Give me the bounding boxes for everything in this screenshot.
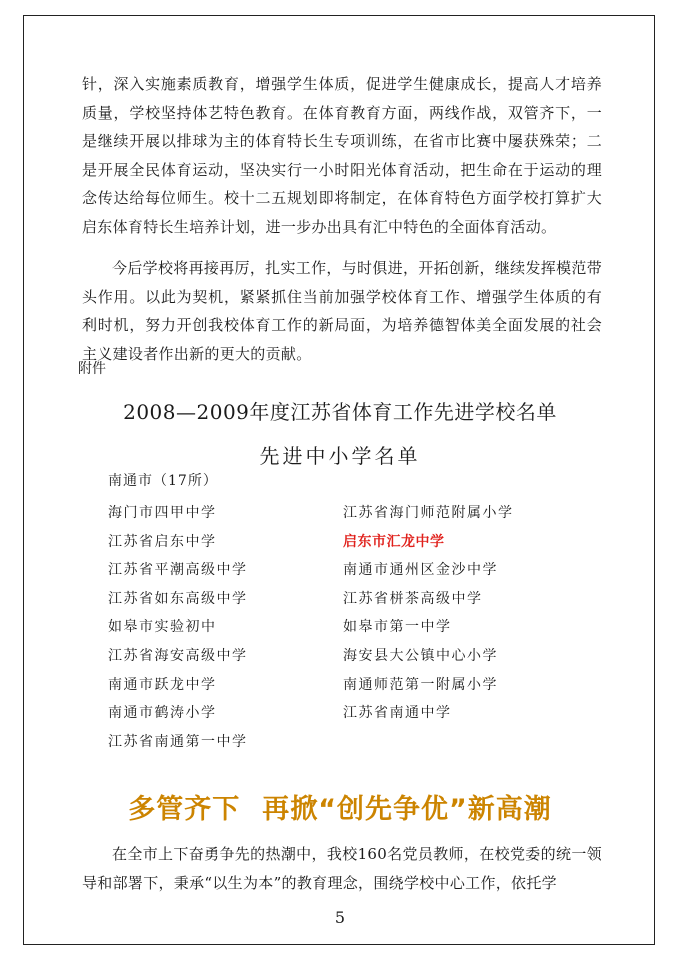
attachment-label: 附件 [78,361,106,377]
page-number: 5 [334,908,346,927]
school-item: 南通市通州区金沙中学 [343,562,498,579]
school-item: 海门市四甲中学 [108,505,217,521]
school-list-left [108,499,248,756]
school-item: 江苏省海门师范附属小学 [343,505,514,521]
school-item: 江苏省栟茶高级中学 [343,590,483,607]
school-item: 南通市鹤涛小学 [108,705,217,722]
school-item: 江苏省如东高级中学 [108,590,248,607]
list-title: 2008—2009年度江苏省体育工作先进学校名单 [123,400,557,424]
school-item: 江苏省平潮高级中学 [108,562,248,579]
city-label: 南通市（17所） [108,473,218,489]
body-paragraph-3: 在全市上下奋勇争先的热潮中，我校160名党员教师，在校党委的统一领导和部署下，秉承“以生为本”的教育理念，围绕学校中心工作，依托学 [82,845,602,892]
school-item: 江苏省南通中学 [343,705,452,722]
school-item: 如皋市第一中学 [343,619,452,636]
headline-part-1: 多管齐下 [128,794,241,825]
body-paragraph-2: 今后学校将再接再厉，扎实工作，与时俱进，开拓创新，继续发挥模范带头作用。以此为契机，紧紧抓住当前加强学校体育工作、增强学生体质的有利时机，努力开创我校体育工作的新局面，为培养德智体美全面发展的社会主义建设者作出新的更大的贡献。 [82,259,602,363]
school-item: 南通市跃龙中学 [108,676,217,693]
school-item: 江苏省启东中学 [108,533,217,550]
school-item: 江苏省海安高级中学 [108,647,248,664]
list-subtitle: 先进中小学名单 [259,444,421,468]
school-list-right [343,499,514,728]
school-item: 江苏省南通第一中学 [108,733,248,750]
section-headline [0,787,680,826]
school-item: 如皋市实验初中 [108,619,217,636]
school-item: 南通师范第一附属小学 [343,676,498,693]
school-item-highlighted: 启东市汇龙中学 [343,533,445,550]
headline-part-2: 再掀“创先争优”新高潮 [262,794,552,825]
body-paragraph-1: 针，深入实施素质教育，增强学生体质，促进学生健康成长，提高人才培养质量，学校坚持体艺特色教育。在体育教育方面，两线作战，双管齐下，一是继续开展以排球为主的体育特长生专项训练，在省市比赛中屡获殊荣；二是开展全民体育运动，坚决实行一小时阳光体育活动，把生命在于运动的理念传达给每位师生。校十二五规划即将制定，在体育特色方面学校打算扩大启东体育特长生培养计划，进一步办出具有汇中特色的全面体育活动。 [82,75,602,236]
school-item: 海安县大公镇中心小学 [343,647,498,664]
